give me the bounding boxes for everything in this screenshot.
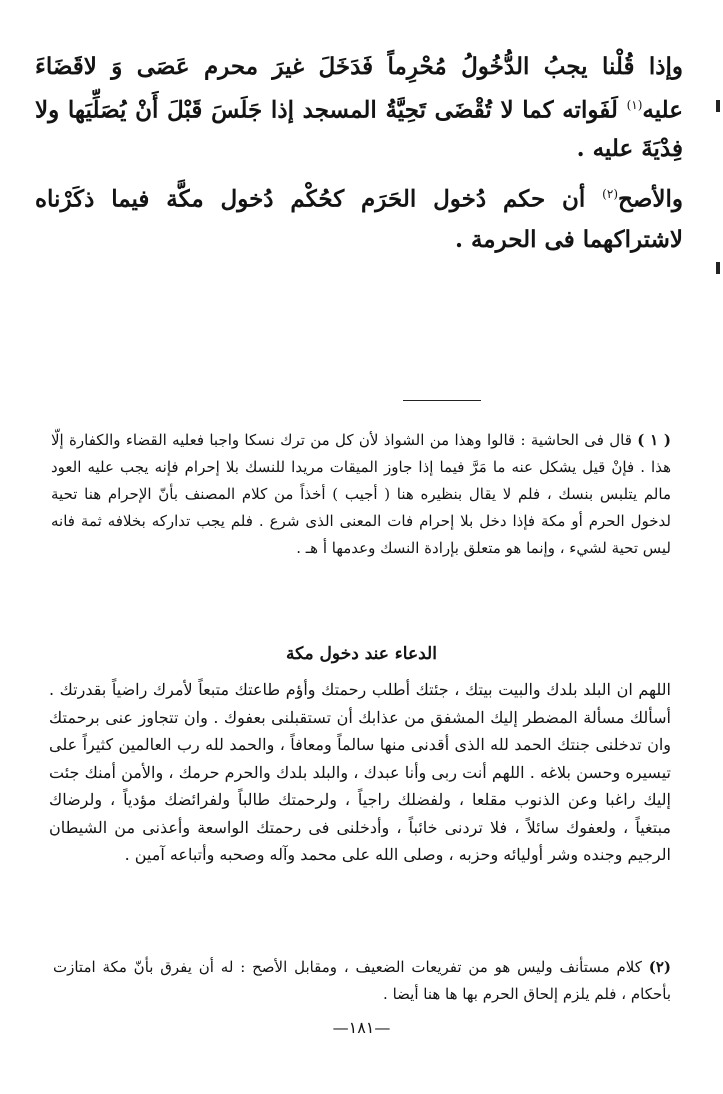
page-number: —١٨١—	[332, 1018, 391, 1037]
footnote-ref-1: (١)	[626, 98, 643, 112]
main-paragraph-2	[35, 174, 683, 260]
main-paragraph-1	[35, 48, 683, 168]
footnote-2-text: كلام مستأنف وليس هو من تفريعات الضعيف ، ومقابل الأصح : له أن يفرق بأنّ مكة امتازت بأحكام ، فلم يلزم إلحاق الحرم بها ها هنا أيضا .	[53, 958, 671, 1003]
footnote-1	[51, 427, 671, 562]
dua-text: اللهم ان البلد بلدك والبيت بيتك ، جئتك أطلب رحمتك وأؤم طاعتك متبعاً لأمرك راضياً بقدرتك . أسألك مسألة المضطر إليك المشفق من عذابك أن تستقبلنى بعفوك . وان تتجاوز عنى برحمتك وان تدخلنى جنتك الحمد لله الذى أقدنى منها سالماً ومعافاً ، والحمد لله رب العالمين كثيراً على تيسيره وحسن بلاغه . اللهم أنت ربى وأنا عبدك ، والبلد بلدك والحرم حرمك ، والأمن أمنك جئت إليك راغبا وعن الذنوب مقلعا ، ولفضلك راجياً ، ولرحمتك طالباً ولفرائضك مؤدياً ، ولرضاك مبتغياً ، ولعفوك سائلاً ، فلا تردنى خائباً ، وأدخلنى فى رحمتك الواسعة وأعذنى من الشيطان الرجيم وجنده وشر أوليائه وحزبه ، وصلى الله على محمد وآله وصحبه وأتباعه آمين .	[49, 680, 671, 864]
margin-mark	[716, 262, 720, 274]
footnote-2-number: (٢)	[648, 958, 671, 976]
main-paragraph-2-text: والأصح	[618, 185, 683, 213]
footnote-1-text: قال فى الحاشية : قالوا وهذا من الشواذ لأن كل من ترك نسكا واجبا فعليه القضاء والكفارة إلّا هذا . فإنْ قيل يشكل عنه ما مَرَّ فيما إذا جاوز الميقات مريدا للنسك بلا إحرام فإنه يجب عليه العود مالم يتلبس بنسك ، فلم لا يقال بنظيره هنا ( أجيب ) أخذاً من كلام المصنف بأنّ الإحرام هنا تحية لدخول الحرم أو مكة فإذا دخل بلا إحرام فات المعنى الذى شرع . فلم يجب تداركه بخلافه ثمة فانه ليس تحية لشيء ، وإنما هو متعلق بإرادة النسك وعدمها أ هـ .	[51, 431, 671, 557]
footnote-2	[53, 954, 671, 1008]
main-paragraph-1-text-cont: لَفَواته كما لا تُقْضَى تَحِيَّةُ المسجد إذا جَلَسَ قَبْلَ أَنْ يُصَلِّيَها ولا فِدْيَةَ عليه .	[35, 96, 683, 162]
footnote-ref-2: (٢)	[602, 187, 618, 201]
footnote-separator	[403, 400, 481, 401]
main-paragraph-2-text-cont: أن حكم دُخول الحَرَم كحُكْم دُخول مكَّة فيما ذكَرْناه لاشتراكهما فى الحرمة .	[35, 185, 683, 253]
main-paragraph-1-text: وإذا قُلْنا يجبُ الدُّخُولُ مُحْرِماً فَدَخَلَ غيرَ محرم عَصَى وَ لاقَضَاءَ عليه	[35, 53, 683, 124]
dua-heading: الدعاء عند دخول مكة	[286, 644, 437, 664]
margin-mark	[716, 100, 720, 112]
footnote-1-number: ( ١ )	[637, 431, 671, 449]
